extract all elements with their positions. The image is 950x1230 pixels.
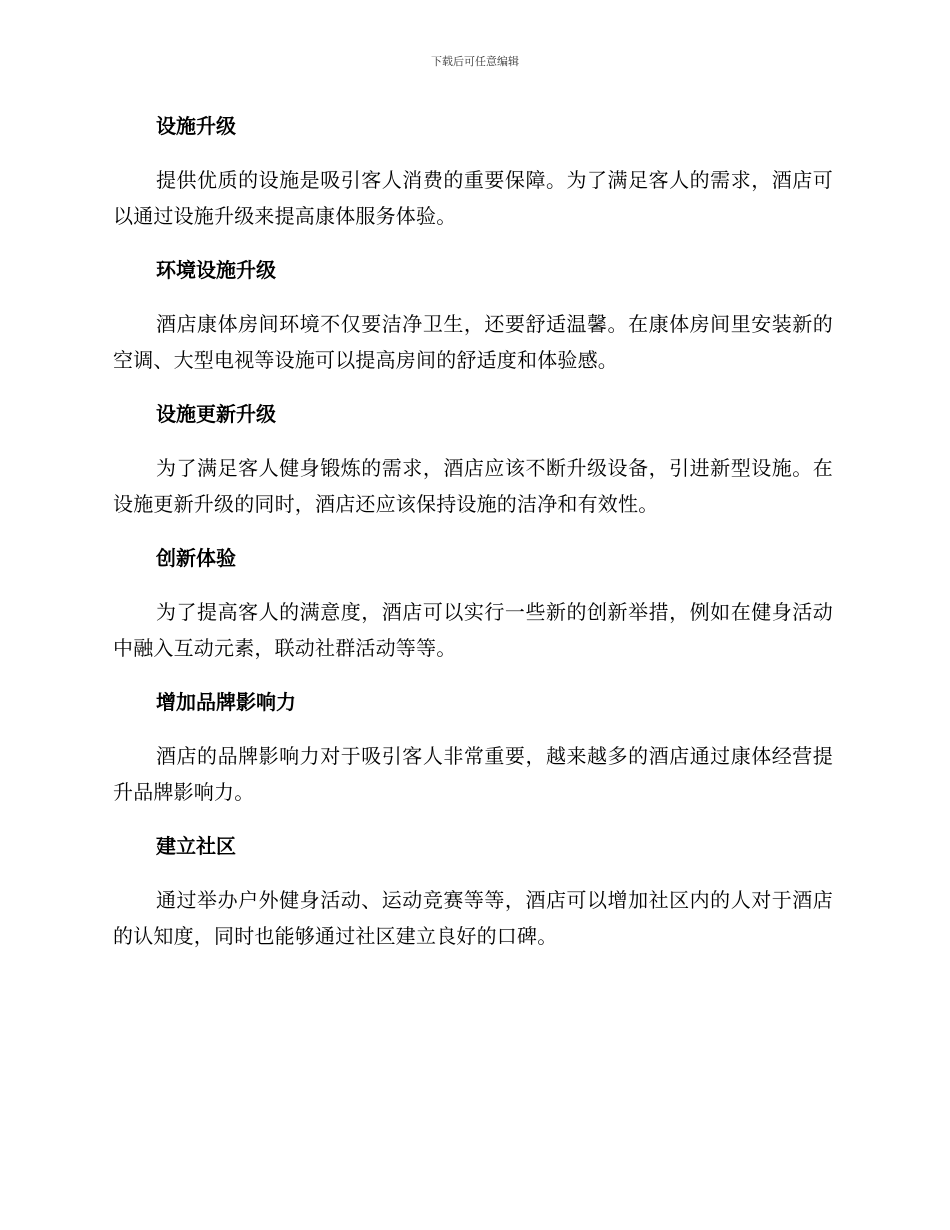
section-paragraph: 通过举办户外健身活动、运动竞赛等等，酒店可以增加社区内的人对于酒店的认知度，同时也能够通过社区建立良好的口碑。 bbox=[113, 888, 833, 948]
section-heading: 环境设施升级 bbox=[156, 258, 276, 282]
section-paragraph: 酒店的品牌影响力对于吸引客人非常重要，越来越多的酒店通过康体经营提升品牌影响力。 bbox=[113, 744, 833, 804]
section-paragraph: 为了提高客人的满意度，酒店可以实行一些新的创新举措，例如在健身活动中融入互动元素，联动社群活动等等。 bbox=[113, 600, 833, 660]
section-environment-upgrade bbox=[113, 254, 833, 378]
section-brand-influence bbox=[113, 686, 833, 810]
page-header: 下载后可任意编辑 bbox=[431, 55, 519, 68]
section-heading: 设施升级 bbox=[156, 114, 236, 138]
section-innovative-experience bbox=[113, 542, 833, 666]
section-paragraph: 为了满足客人健身锻炼的需求，酒店应该不断升级设备，引进新型设施。在设施更新升级的同时，酒店还应该保持设施的洁净和有效性。 bbox=[113, 456, 833, 516]
document-body bbox=[113, 110, 833, 974]
section-paragraph: 酒店康体房间环境不仅要洁净卫生，还要舒适温馨。在康体房间里安装新的空调、大型电视等设施可以提高房间的舒适度和体验感。 bbox=[113, 312, 833, 372]
section-heading: 建立社区 bbox=[156, 834, 236, 858]
section-paragraph: 提供优质的设施是吸引客人消费的重要保障。为了满足客人的需求，酒店可以通过设施升级来提高康体服务体验。 bbox=[113, 168, 833, 228]
section-heading: 设施更新升级 bbox=[156, 402, 276, 426]
section-facility-renewal bbox=[113, 398, 833, 522]
section-build-community bbox=[113, 830, 833, 954]
section-facility-upgrade bbox=[113, 110, 833, 234]
section-heading: 创新体验 bbox=[156, 546, 236, 570]
section-heading: 增加品牌影响力 bbox=[156, 690, 296, 714]
